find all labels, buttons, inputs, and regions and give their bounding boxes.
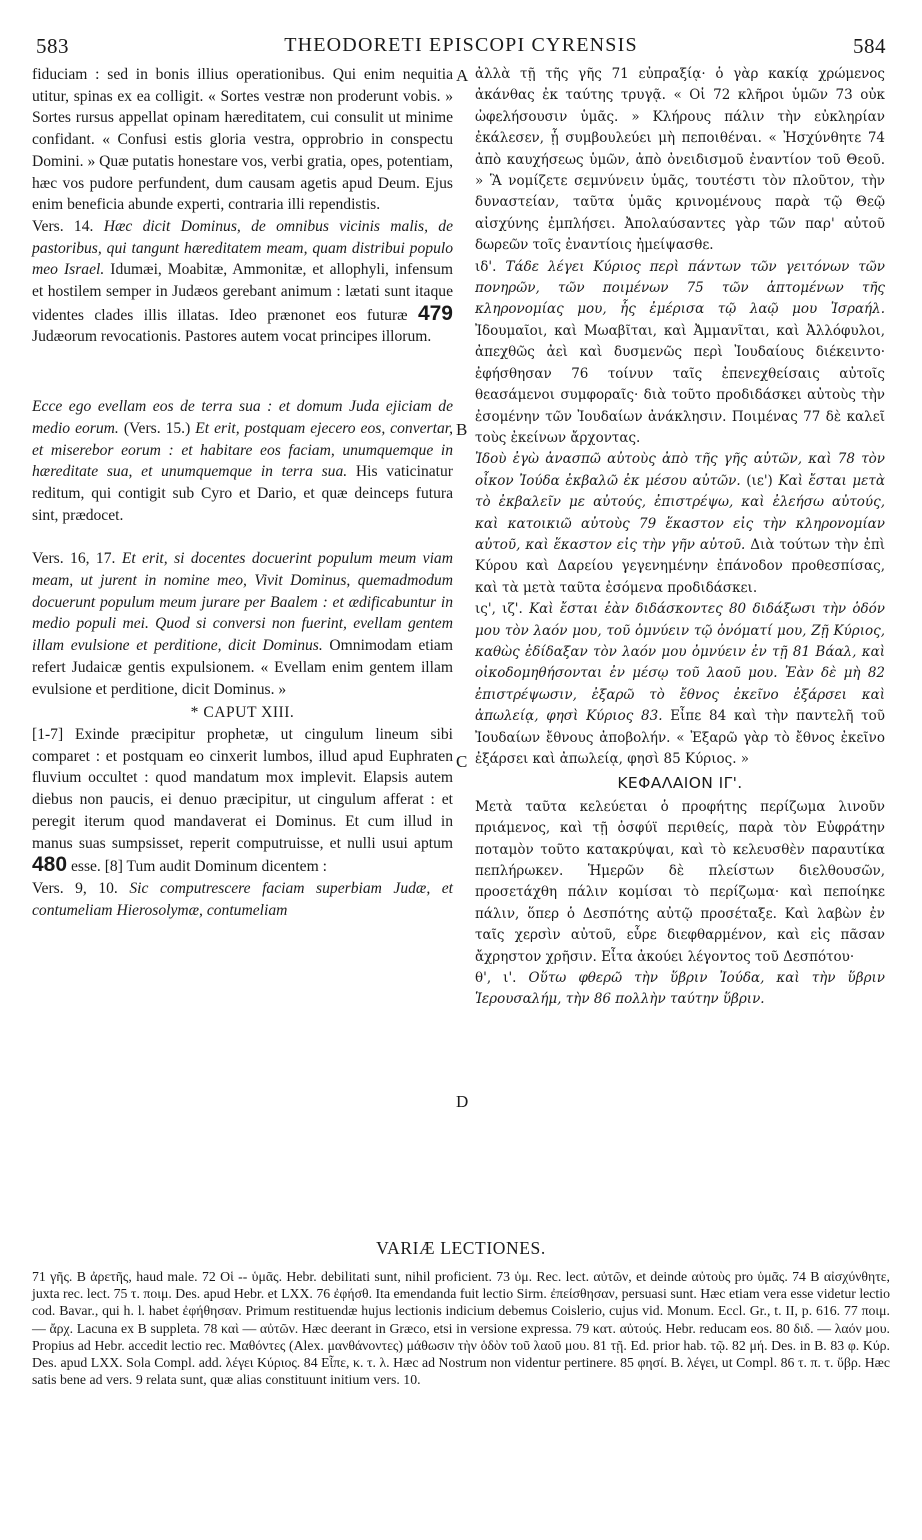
verse-label: Vers. 9, 10. bbox=[32, 879, 118, 897]
chapter-summary: [1-7] Exinde præcipitur prophetæ, ut cingulum lineum sibi comparet : et postquam eo cinxerit lumbos, illud apud Euphraten fluvium occultet : quod mandatum mox implevit. Elapsis autem diebus non paucis, ei denuo præcipitur, ut cingulum afferat : et peregit iterum quod mandaverat ei Dominus. Et cum illud in manus suas sumpsisset, reperit computruisse, et nulli usui aptum bbox=[32, 725, 453, 852]
verse-label: (ιε') bbox=[746, 472, 773, 489]
chapter-heading-latin: * CAPUT XIII. bbox=[190, 704, 295, 722]
verse-scripture: Sic computrescere faciam superbiam Judæ, et contumeliam Hierosolymæ, contumeliam bbox=[32, 879, 454, 919]
variae-lectiones-notes: 71 γῆς. B ἀρετῆς, haud male. 72 Οἱ -- ὑμᾶς. Hebr. debilitati sunt, nihil proficient. 73 ὑμ. Rec. lect. αὐτῶν, et deinde αὐτοὺς pro ὑμᾶς. 74 B αἰσχύνθητε, juxta rec. lect. 75 τ. ποιμ. Des. apud Hebr. et LXX. 76 ἐφήσθ. Ita emendanda fuit lectio Sirm. ἐπείσθησαν, persuasi sunt. Hæc etiam vera esse videtur lectio cod. Bavar., qui h. l. habet ἐφήθησαν. Primum restituendæ hujus lectionis indicium debemus Coislerio, cujus vid. Monum. Eccl. Gr., t. II, p. 616. 77 ποιμ. — ἄρχ. Lacuna ex B suppleta. 78 καὶ — αὐτῶν. Hæc deerant in Græco, etsi in versione expressa. 79 κατ. αὐτούς. Hebr. reducam eos. 80 διδ. — λαόν μου. Propius ad Hebr. accedit lectio rec. Μαθόντες (Alex. μανθάνοντες) μάθωσιν τὴν ὁδὸν τοῦ λαοῦ μου. 81 τῇ. Ed. prior hab. τῷ. 82 μή. Des. in B. 83 φ. Κύρ. Des. apud LXX. Sola Compl. add. λέγει Κύριος. 84 Εἶπε, κ. τ. λ. Hæc ad Nostrum non videntur pertinere. 85 φησί. B. λέγει, ut Compl. 86 τ. π. τ. ὕβρ. Hæc satis bene ad vers. 9 relata sunt, quæ alias constituunt initium vers. 10. bbox=[32, 1269, 890, 1388]
verse-commentary: Omnimodam etiam refert Judaicæ gentis expulsionem. « Evellam enim gentem illam evulsione et perditione, dicit Dominus. » bbox=[32, 637, 453, 698]
greek-verse-16-17 bbox=[475, 599, 885, 770]
greek-verse-14 bbox=[475, 257, 885, 450]
latin-chapter-13-summary bbox=[32, 724, 453, 878]
verse-commentary: Εἶπε 84 καὶ τὴν παντελῆ τοῦ Ἰουδαίων ἔθνους ἀποβολήν. « Ἐξαρῶ γὰρ τὸ ἔθνος ἐκεῖνο ἐξάρσει καὶ ἀπωλείᾳ, φησὶ 85 Κύριος. » bbox=[475, 708, 885, 767]
variae-lectiones-title: VARIÆ LECTIONES. bbox=[376, 1238, 546, 1258]
verse-scripture: Ecce ego evellam eos de terra sua : et domum Juda ejiciam de medio eorum. bbox=[32, 398, 453, 437]
chapter-heading-greek: ΚΕΦΑΛΑΙΟΝ ΙΓ'. bbox=[617, 774, 743, 793]
latin-verse-15 bbox=[32, 396, 453, 526]
latin-paragraph-1: fiduciam : sed in bonis illius operationibus. Qui enim nequitia utitur, spinas ex ea colligit. « Sortes vestræ non proderunt vobis. » Sortes rursus appellat opinam hæreditatem, cui consulit ut minime confidant. « Confusi estis gloria vestra, opprobrio in conspectu Domini. » Quæ putatis honestare vos, verbi gratia, opes, potentiam, hæc vos pudore perfundent, dum causam agetis apud Deum. Ejus enim beneficia abunde experti, contraria illi rependistis. bbox=[32, 66, 453, 214]
running-header bbox=[30, 34, 892, 64]
left-page-number: 583 bbox=[36, 34, 69, 58]
verse-commentary: His vaticinatur reditum, qui contigit sub Cyro et Dario, et quæ deinceps futura sint, prædocet. bbox=[32, 463, 453, 524]
greek-paragraph-1: ἀλλὰ τῇ τῆς γῆς 71 εὐπραξίᾳ· ὁ γὰρ κακίᾳ χρώμενος ἀκάνθας ἐκ ταύτης τρυγᾷ. « Οἱ 72 κλῆροι ὑμῶν 73 οὐκ ὠφελήσουσιν ὑμᾶς. » Κλήρους πάλιν τὴν εὐκληρίαν ἐκάλεσεν, ᾗ συμβουλεύει μὴ πεποιθέναι. « Ἠσχύνθητε 74 ἀπὸ καυχήσεως ὑμῶν, ἀπὸ ὀνειδισμοῦ ἐναντίον τοῦ Θεοῦ. » Ἃ νομίζετε σεμνύνειν ὑμᾶς, τουτέστι τὸν πλοῦτον, τὴν δυναστείαν, ταῦτα ὑμᾶς κρινομένους παρὰ τῷ Θεῷ αἰσχύνης ἐμπλήσει. Ἀπολαύσαντες γὰρ τῶν παρ' αὐτοῦ δωρεῶν τοῖς ἐναντίοις ἠμείψασθε. bbox=[475, 66, 885, 254]
greek-verse-9-10 bbox=[475, 968, 885, 1011]
verse-scripture: Ἰδοὺ ἐγὼ ἀνασπῶ αὐτοὺς ἀπὸ τῆς γῆς αὐτῶν, καὶ 78 τὸν οἶκον Ἰούδα ἐκβαλῶ ἐκ μέσου αὐτῶν. bbox=[475, 451, 885, 489]
verse-label: Vers. 14. bbox=[32, 217, 94, 235]
latin-verse-14 bbox=[32, 216, 453, 348]
margin-letter-b: B bbox=[456, 420, 468, 439]
verse-commentary-cont: Judæorum revocationis. Pastores autem vocat principes illorum. bbox=[32, 328, 432, 346]
spacer bbox=[32, 348, 453, 396]
verse-commentary: Idumæi, Moabitæ, Ammonitæ, et allophyli, infensum et hostilem semper in Judæos gerebant animum : lætati sunt itaque videntes clades illis illatas. Ideo prænonet eos futuræ bbox=[32, 261, 453, 324]
margin-letter-a: A bbox=[456, 66, 469, 85]
verse-scripture: Τάδε λέγει Κύριος περὶ πάντων τῶν γειτόνων τῶν πονηρῶν, τῶν ποιμένων 75 τῶν ἁπτομένων τῆς κληρονομίας μου, ἧς ἐμέρισα τῷ λαῷ μου Ἰσραήλ. bbox=[475, 258, 885, 318]
verse-label: ις', ιζ'. bbox=[475, 601, 523, 618]
verse-scripture: Hæc dicit Dominus, de omnibus vicinis malis, de pastoribus, qui tangunt hæreditatem meam, quam distribui populo meo Israel. bbox=[32, 217, 453, 279]
latin-column bbox=[32, 64, 453, 921]
chapter-summary-cont: esse. [8] Tum audit Dominum dicentem : bbox=[70, 858, 327, 876]
greek-verse-15 bbox=[475, 449, 885, 599]
verse-label: Vers. 16, 17. bbox=[32, 550, 116, 568]
verse-scripture: Οὕτω φθερῶ τὴν ὕβριν Ἰούδα, καὶ τὴν ὕβριν Ἱερουσαλήμ, τὴν 86 πολλὴν ταύτην ὕβριν. bbox=[475, 970, 886, 1008]
verse-scripture: Et erit, si docentes docuerint populum meum viam meam, ut jurent in nomine meo, Vivit Dominus, quemadmodum docuerunt populum meum jurare per Baalem : et ædificabuntur in medio populi mei. Quod si conversi non fuerint, evellam gentem illam evulsione et perditione, dicit Dominus. bbox=[32, 550, 453, 655]
margin-letter-d: D bbox=[456, 1092, 469, 1111]
latin-verse-16-17 bbox=[32, 548, 453, 700]
verse-scripture-cont: Et erit, postquam ejecero eos, convertar, et miserebor eorum : et habitare eos faciam, unumquemque in hæreditate sua, et unumquemque in terra sua. bbox=[32, 419, 453, 481]
verse-scripture: Καὶ ἔσται ἐὰν διδάσκοντες 80 διδάξωσι τὴν ὁδόν μου τὸν λαόν μου, τοῦ ὀμνύειν τῷ ὀνόματί μου, Ζῇ Κύριος, καθὼς ἐδίδαξαν τὸν λαόν μου ὀμνύειν ἐν τῇ 81 Βάαλ, καὶ οἰκοδομηθήσονται ἐν μέσῳ τοῦ λαοῦ μου. Ἐὰν δὲ μὴ 82 ἐπιστρέψωσιν, ἐξαρῶ τὸ ἔθνος ἐκεῖνο ἐξάρσει καὶ ἀπωλείᾳ, φησὶ Κύριος 83. bbox=[475, 601, 885, 725]
verse-commentary: Διὰ τούτων τὴν ἐπὶ Κύρου καὶ Δαρείου γεγενημένην ἐπάνοδον προθεσπίσας, καὶ τὰ μετὰ ταῦτα ἐσόμενα προδιδάσκει. bbox=[475, 536, 885, 596]
margin-letter-c: C bbox=[456, 752, 468, 771]
greek-chapter-13-summary: Μετὰ ταῦτα κελεύεται ὁ προφήτης περίζωμα λινοῦν πριάμενος, καὶ τῇ ὀσφύϊ περιθείς, παρὰ τὸν Εὐφράτην ποταμὸν τοῦτο κατακρύψαι, καὶ τὸ κελευσθὲν παραυτίκα πεπλήρωκεν. Ἡμερῶν δὲ πλείστων διελθουσῶν, προσετάχθη πάλιν κομίσαι τὸ περίζωμα· καὶ πεποίηκε πάλιν, ὅπερ ὁ Δεσπότης αὐτῷ προσέταξε. Καὶ λαβὼν ἐν ταῖς χερσὶν αὐτοῦ, εὗρε διεφθαρμένον, καὶ εἰς πᾶσαν ἄχρηστον χρῆσιν. Εἶτα ἀκούει λέγοντος τοῦ Δεσπότου· bbox=[475, 798, 885, 965]
verse-scripture-cont: Καὶ ἔσται μετὰ τὸ ἐκβαλεῖν με αὐτούς, ἐπιστρέψω, καὶ ἐλεήσω αὐτούς, καὶ κατοικιῶ αὐτοὺς 79 ἕκαστον εἰς τὴν κληρονομίαν αὐτοῦ, καὶ ἕκαστον εἰς τὴν γῆν αὐτοῦ. bbox=[475, 472, 886, 553]
verse-label: θ', ι'. bbox=[475, 970, 517, 987]
latin-verse-9-10 bbox=[32, 878, 453, 921]
verse-commentary: Ἰδουμαῖοι, καὶ Μωαβῖται, καὶ Ἀμμανῖται, καὶ Ἀλλόφυλοι, ἀπεχθῶς ἀεὶ καὶ δυσμενῶς περὶ Ἰουδαίους διέκειντο· ἐφήσθησαν 76 τοίνυν ταῖς ἐπενεχθείσαις αὐτοῖς θεασάμενοι συμφοραῖς· διὰ τοῦτο προδιδάσκει αὐτοὺς τὴν ἐσομένην τῶν Ἰουδαίων ἀνάκλησιν. Ποιμένας 77 δὲ καλεῖ τοὺς ἐκείνων ἄρχοντας. bbox=[475, 322, 885, 446]
right-page-number: 584 bbox=[853, 34, 886, 58]
margin-page-number-480: 480 bbox=[32, 853, 68, 877]
running-title: THEODORETI EPISCOPI CYRENSIS bbox=[284, 34, 638, 56]
greek-column bbox=[475, 64, 885, 1011]
verse-label: ιδ'. bbox=[475, 258, 497, 275]
margin-page-number-479: 479 bbox=[417, 301, 453, 325]
verse-label: (Vers. 15.) bbox=[123, 419, 191, 437]
spacer bbox=[32, 526, 453, 548]
